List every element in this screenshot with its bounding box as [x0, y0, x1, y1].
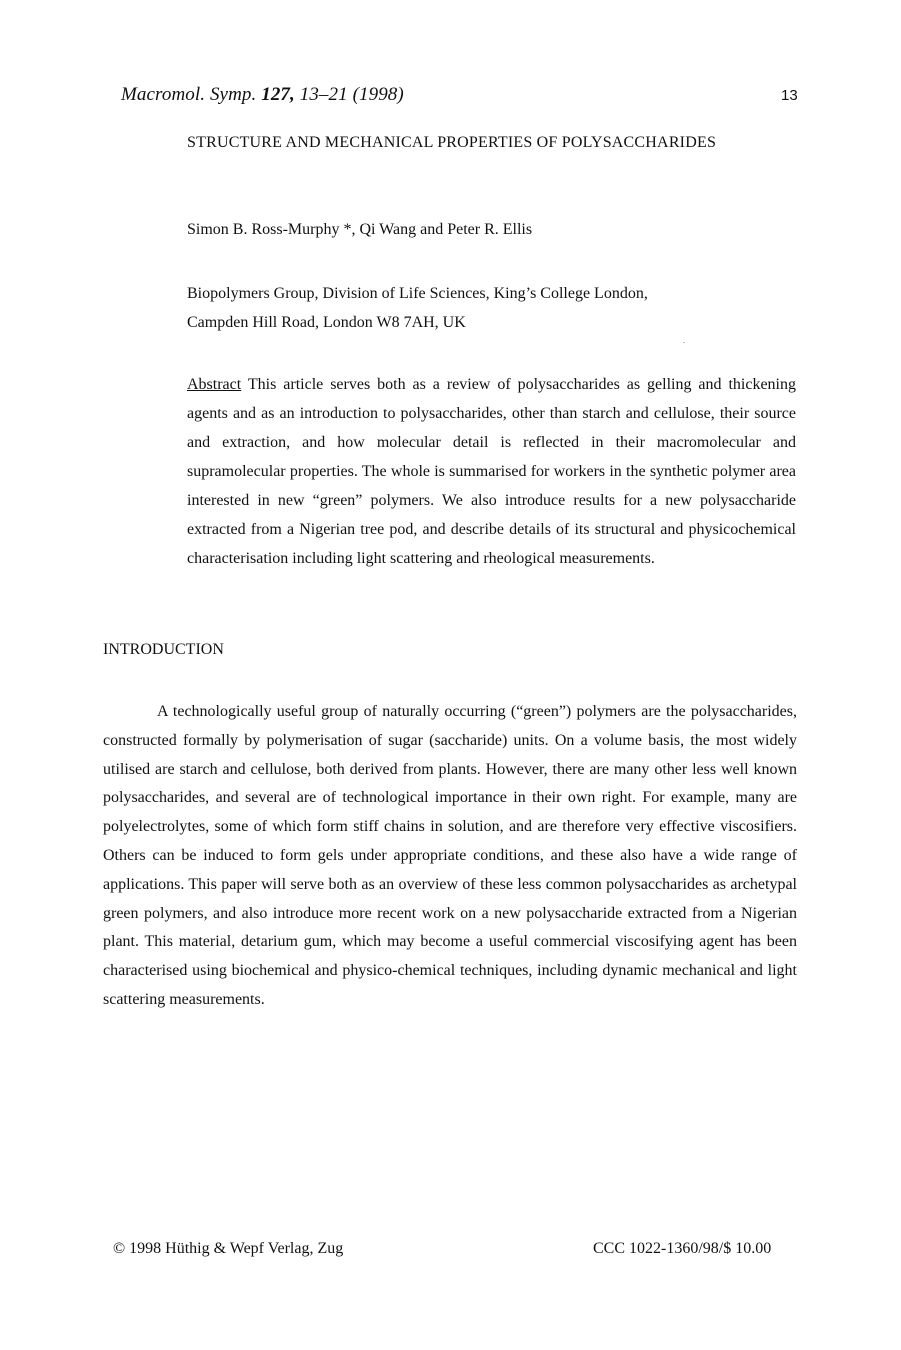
journal-volume: 127, — [261, 84, 295, 105]
page-number: 13 — [781, 87, 798, 104]
affiliation-line: Campden Hill Road, London W8 7AH, UK — [187, 314, 466, 331]
affiliation-line: Biopolymers Group, Division of Life Sciences, King’s College London, — [187, 285, 648, 302]
ccc-code: CCC 1022-1360/98/$ 10.00 — [593, 1240, 772, 1257]
abstract-text: This article serves both as a review of polysaccharides as gelling and thickening agents and as an introduction to polysaccharides, other than starch and cellulose, their source and extraction, and how molecular detail is reflected in their macromolecular and supramolecular properties. The whole is summarised for workers in the synthetic polymer area interested in new “green” polymers. We also introduce results for a new polysaccharide extracted from a Nigerian tree pod, and describe details of its structural and physicochemical characterisation including light scattering and rheological measurements. — [187, 376, 797, 567]
scan-speck — [683, 342, 685, 343]
author-affiliation — [187, 279, 648, 337]
section-heading-introduction: INTRODUCTION — [103, 641, 224, 658]
journal-citation — [121, 84, 404, 106]
abstract — [187, 370, 796, 573]
journal-name: Macromol. Symp. — [121, 84, 257, 105]
abstract-label: Abstract — [187, 376, 242, 393]
journal-pages-year: 13–21 (1998) — [299, 84, 404, 105]
introduction-paragraph: A technologically useful group of naturally occurring (“green”) polymers are the polysaccharides, constructed formally by polymerisation of sugar (saccharide) units. On a volume basis, the most widely utilised are starch and cellulose, both derived from plants. However, there are many other less well known polysaccharides, and several are of technological importance in their own right. For example, many are polyelectrolytes, some of which form stiff chains in solution, and are therefore very effective viscosifiers. Others can be induced to form gels under appropriate conditions, and these also have a wide range of applications. This paper will serve both as an overview of these less common polysaccharides as archetypal green polymers, and also introduce more recent work on a new polysaccharide extracted from a Nigerian plant. This material, detarium gum, which may become a useful commercial viscosifying agent has been characterised using biochemical and physico-chemical techniques, including dynamic mechanical and light scattering measurements. — [103, 703, 797, 1008]
copyright-notice: © 1998 Hüthig & Wepf Verlag, Zug — [113, 1240, 344, 1257]
article-title: STRUCTURE AND MECHANICAL PROPERTIES OF POLYSACCHARIDES — [187, 134, 717, 151]
author-list: Simon B. Ross-Murphy *, Qi Wang and Peter R. Ellis — [187, 221, 533, 238]
